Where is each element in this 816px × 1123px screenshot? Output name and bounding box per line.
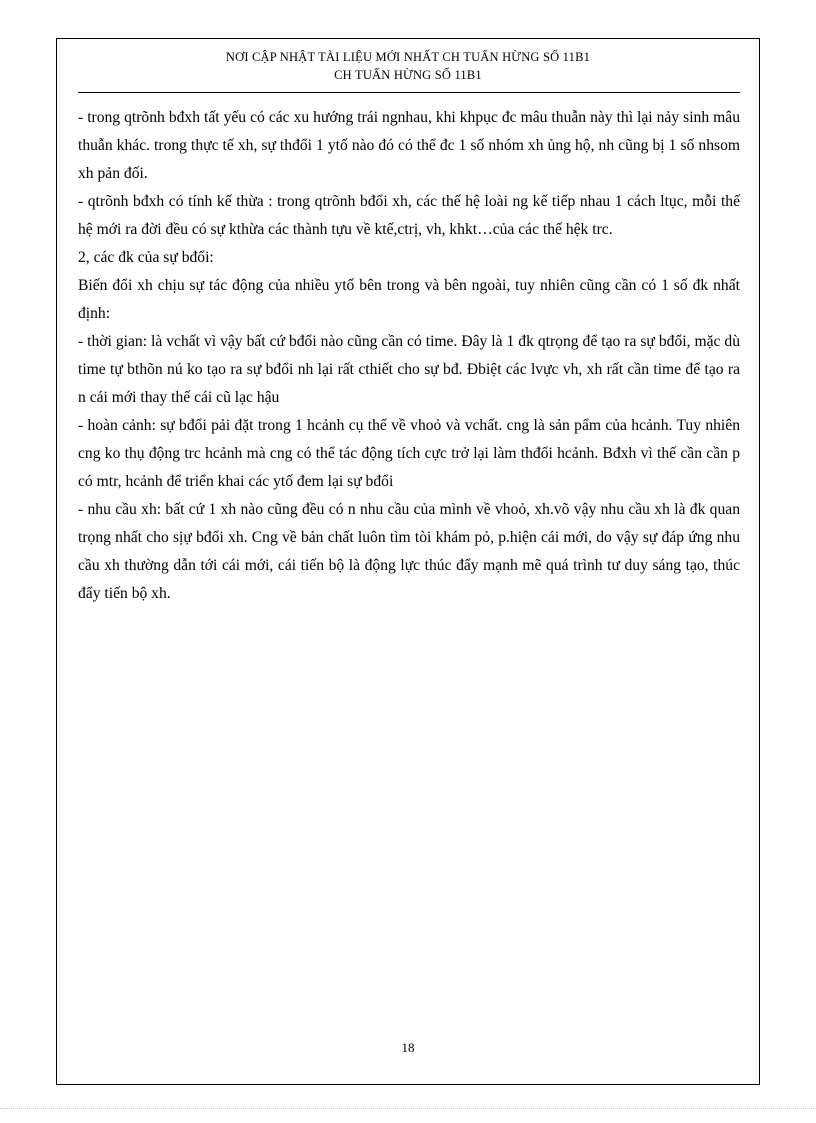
page-bottom-divider [0,1108,816,1109]
paragraph-inheritance: - qtrõnh bđxh có tính kế thừa : trong qtrõnh bđổi xh, các thế hệ loài ng kế tiếp nhau 1 cách ltục, mỗi thế hệ mới ra đời đều có sự kthừa các thành tựu về ktế,ctrị, vh, khkt…của các thế hệk trc. [78,193,740,238]
document-body [78,104,740,608]
paragraph-contradictions: - trong qtrõnh bđxh tất yếu có các xu hướng trái ngnhau, khi khpục đc mâu thuẫn này thì lại nảy sinh mâu thuẫn khác. trong thực tế xh, sự thđổi 1 ytố nào đó có thể đc 1 số nhóm xh ủng hộ, nh cũng bị 1 số nhsom xh pản đối. [78,109,740,182]
paragraph-circumstances: - hoàn cảnh: sự bđổi pải đặt trong 1 hcảnh cụ thể về vhoỏ và vchất. cng là sản pẩm của hcảnh. Tuy nhiên cng ko thụ động trc hcảnh mà cng có thể tác động tích cực trở lại làm thđổi hcảnh. Bđxh vì thế cần cần p có mtr, hcảnh để triển khai các ytố đem lại sự bđổi [78,417,740,490]
header-divider [78,92,740,93]
page-header [56,48,760,84]
paragraph-time: - thời gian: là vchất vì vậy bất cứ bđổi nào cũng cần có time. Đây là 1 đk qtrọng để tạo ra sự bđổi, mặc dù time tự bthõn nú ko tạo ra sự bđổi nh lại rất cthiết cho sự bđ. Đbiệt các lvực vh, xh rất cần time để tạo ra n cái mới thay thế cái cũ lạc hậu [78,333,740,406]
header-line-2: CH TUẤN HỪNG SỐ 11B1 [334,68,482,82]
section-heading-conditions: 2, các đk của sự bđổi: [78,249,214,266]
paragraph-social-needs: - nhu cầu xh: bất cứ 1 xh nào cũng đều có n nhu cầu của mình về vhoỏ, xh.võ vậy nhu cầu xh là đk quan trọng nhất cho sịự bđổi xh. Cng về bản chất luôn tìm tòi khám pỏ, p.hiện cái mới, do vậy sự đáp ứng nhu cầu xh thường dẫn tới cái mới, cái tiến bộ là động lực thúc đẩy mạnh mẽ quá trình tư duy sáng tạo, thúc đẩy tiến bộ xh. [78,501,740,602]
paragraph-conditions-intro: Biến đổi xh chịu sự tác động của nhiều ytố bên trong và bên ngoài, tuy nhiên cũng cần có 1 số đk nhất định: [78,277,740,322]
page-number: 18 [401,1040,415,1055]
header-line-1: NƠI CẬP NHẬT TÀI LIỆU MỚI NHẤT CH TUẤN HỪNG SỐ 11B1 [225,50,591,64]
